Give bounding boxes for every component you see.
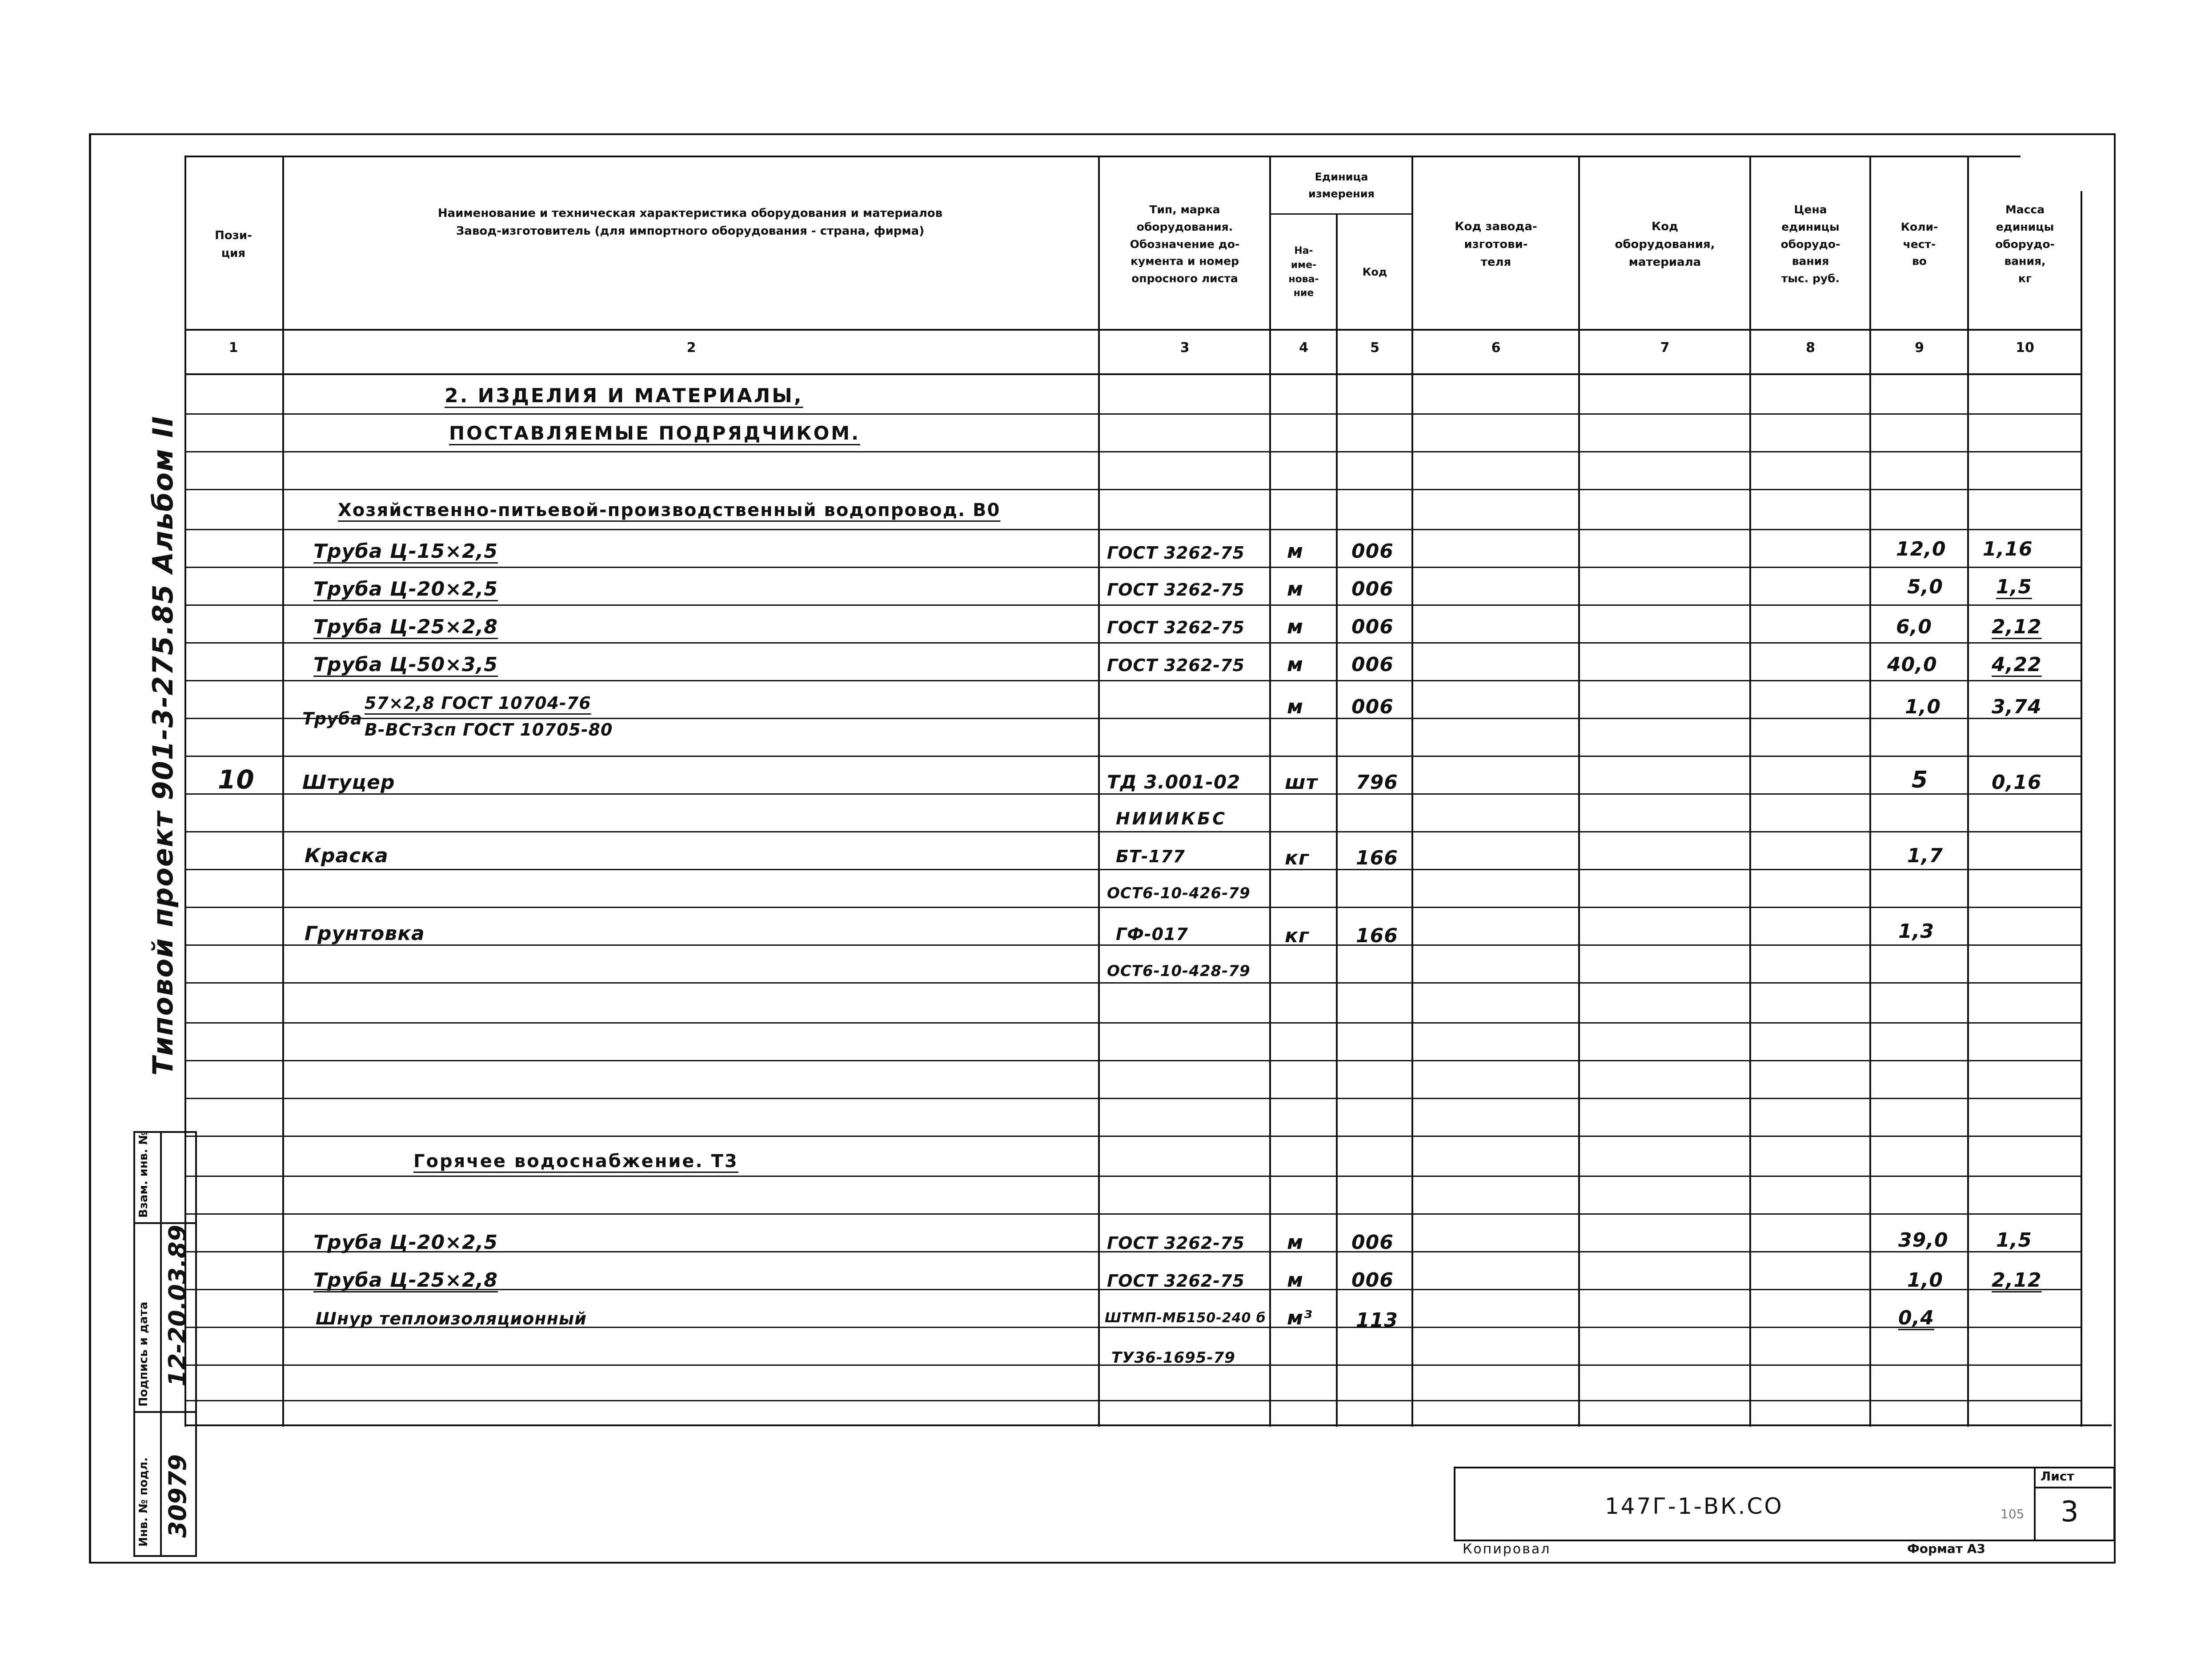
grid-line (184, 329, 2081, 331)
title-block (1454, 1467, 2115, 1541)
row-line (184, 1213, 2081, 1215)
item-mass: 1,5 (1996, 1229, 2032, 1252)
item-unit: кг (1285, 924, 1309, 947)
item-qty: 1,7 (1907, 844, 1943, 867)
item-name: Труба Ц-15×2,5 (313, 540, 498, 563)
item-mass: 2,12 (1992, 616, 2042, 638)
col-number: 2 (686, 340, 696, 356)
item-name: Шнур теплоизоляционный (316, 1309, 587, 1328)
item-qty: 39,0 (1898, 1229, 1948, 1252)
item-qty: 5,0 (1907, 576, 1943, 598)
item-mass: 1,5 (1996, 576, 2032, 598)
row-line (184, 831, 2081, 832)
item-name: Труба Ц-25×2,8 (313, 1269, 498, 1292)
row-line (184, 529, 2081, 530)
item-unit: м (1287, 1231, 1303, 1254)
item-mass: 2,12 (1992, 1269, 2042, 1292)
document-code: 147Г-1-ВК.СО (1605, 1493, 1784, 1519)
row-line (184, 1176, 2081, 1177)
item-doc: ГОСТ 3262-75 (1107, 618, 1245, 637)
sheet-number: 3 (2061, 1496, 2079, 1528)
item-doc: ГОСТ 3262-75 (1107, 1233, 1245, 1253)
grid-line (1336, 213, 1338, 1427)
grid-line (2034, 1487, 2112, 1488)
item-code: 006 (1351, 616, 1394, 638)
row-line (184, 944, 2081, 946)
row-line (184, 680, 2081, 681)
row-line (184, 1400, 2081, 1401)
row-line (184, 1136, 2081, 1137)
item-doc: ГОСТ 3262-75 (1107, 656, 1245, 675)
item-doc-2: ТУ36-1695-79 (1111, 1349, 1235, 1367)
grid-line (184, 373, 2081, 375)
small-mark: 105 (2001, 1507, 2025, 1521)
item-qty: 1,3 (1898, 920, 1934, 943)
item-name: Труба Ц-20×2,5 (313, 578, 498, 600)
grid-line (160, 1131, 162, 1557)
item-code: 006 (1351, 540, 1394, 563)
item-doc: ГФ-017 (1116, 924, 1188, 944)
col-number: 4 (1299, 340, 1308, 356)
row-line (184, 489, 2081, 490)
col-number: 9 (1915, 340, 1924, 356)
row-line (184, 982, 2081, 984)
item-name: Краска (305, 844, 389, 867)
header-quantity: Коли- чест- во (1900, 220, 1938, 268)
row-line (184, 1022, 2081, 1024)
item-qty: 40,0 (1887, 653, 1937, 676)
grid-line (133, 1411, 196, 1413)
item-qty: 1,0 (1905, 696, 1941, 718)
col-number: 3 (1180, 340, 1190, 356)
project-label: Типовой проект 901-3-275.85 Альбом II (147, 415, 179, 1076)
sheet-label: Лист (2041, 1469, 2074, 1484)
item-unit: м³ (1287, 1307, 1313, 1329)
item-doc: ГОСТ 3262-75 (1107, 543, 1245, 563)
item-code: 166 (1356, 924, 1398, 947)
item-unit: м (1287, 1269, 1303, 1292)
col-number: 1 (229, 340, 238, 356)
col-number: 8 (1806, 340, 1815, 356)
footer-copied: Копировал (1463, 1541, 1551, 1557)
item-doc: ГОСТ 3262-75 (1107, 580, 1245, 600)
item-name-top: 57×2,8 ГОСТ 10704-76 (365, 693, 591, 713)
row-line (184, 1098, 2081, 1099)
item-code: 006 (1351, 653, 1394, 676)
row-line (184, 451, 2081, 452)
item-code: 796 (1356, 771, 1398, 794)
grid-line (133, 1222, 196, 1224)
col-number: 5 (1370, 340, 1379, 356)
grid-line (1967, 156, 1969, 1427)
item-code: 166 (1356, 847, 1398, 869)
item-qty: 12,0 (1896, 538, 1946, 560)
item-unit: м (1287, 540, 1303, 563)
col-number: 6 (1491, 340, 1501, 356)
grid-line (1749, 156, 1751, 1427)
col-number: 7 (1660, 340, 1670, 356)
grid-line (282, 156, 284, 1427)
item-name: Труба Ц-20×2,5 (313, 1231, 498, 1254)
item-code: 006 (1351, 1231, 1394, 1254)
item-mass: 0,16 (1992, 771, 2042, 794)
item-unit: кг (1285, 847, 1309, 869)
grid-line (1578, 156, 1580, 1427)
section-title: 2. ИЗДЕЛИЯ И МАТЕРИАЛЫ, (445, 384, 803, 407)
footer-format: Формат А3 (1907, 1541, 1985, 1556)
item-code: 113 (1356, 1309, 1398, 1332)
item-doc: ГОСТ 3262-75 (1107, 1271, 1245, 1291)
header-mass: Масса единицы оборудо- вания, кг (1995, 203, 2055, 285)
header-unit: Единица измерения (1308, 171, 1375, 200)
item-qty: 0,4 (1898, 1307, 1934, 1329)
item-name: Штуцер (302, 771, 395, 794)
section-title: Хозяйственно-питьевой-производственный водопровод. В0 (338, 500, 1001, 520)
grid-line (2081, 191, 2082, 1427)
row-line (184, 604, 2081, 606)
grid-line (1869, 156, 1871, 1427)
item-qty: 5 (1912, 767, 1928, 793)
item-code: 006 (1351, 696, 1394, 718)
item-name: Труба Ц-25×2,8 (313, 616, 498, 638)
grid-line (2034, 1467, 2036, 1541)
header-position: Пози- ция (215, 228, 252, 260)
item-mass: 4,22 (1992, 653, 2042, 676)
header-factory-code: Код завода- изготови- теля (1455, 220, 1537, 269)
item-qty: 1,0 (1907, 1269, 1943, 1292)
section-title: ПОСТАВЛЯЕМЫЕ ПОДРЯДЧИКОМ. (449, 422, 861, 444)
item-unit: м (1287, 696, 1303, 718)
row-line (184, 756, 2081, 757)
col-number: 10 (2016, 340, 2034, 356)
row-line (184, 907, 2081, 908)
item-unit: м (1287, 653, 1303, 676)
item-name: Грунтовка (305, 922, 425, 945)
header-price: Цена единицы оборудо- вания тыс. руб. (1780, 203, 1840, 285)
row-line (184, 793, 2081, 795)
grid-line (184, 1424, 2112, 1426)
grid-line (184, 156, 2021, 157)
item-mass: 1,16 (1983, 538, 2033, 560)
grid-line (1269, 213, 1411, 215)
row-line (184, 567, 2081, 568)
row-line (184, 1060, 2081, 1061)
section-title: Горячее водоснабжение. Т3 (413, 1151, 738, 1172)
stamp-inv-label: Инв. № подл. (137, 1457, 150, 1547)
header-material-code: Код оборудования, материала (1615, 220, 1715, 269)
item-unit: м (1287, 616, 1303, 638)
stamp-sign-label: Подпись и дата (137, 1301, 150, 1407)
item-doc: БТ-177 (1116, 847, 1185, 866)
header-unit-code: Код (1362, 265, 1387, 278)
item-name-bottom: В-ВСт3сп ГОСТ 10705-80 (365, 720, 613, 740)
row-line (184, 718, 2081, 719)
item-doc-2: ОСТ6-10-426-79 (1107, 884, 1251, 902)
header-unit-name: На- име- нова- ние (1288, 245, 1319, 299)
item-unit: шт (1285, 771, 1318, 794)
item-doc-2: НИИИКБС (1116, 809, 1227, 828)
grid-line (1269, 156, 1271, 1427)
item-position: 10 (218, 764, 255, 795)
row-line (184, 413, 2081, 415)
header-type: Тип, марка оборудования. Обозначение до- кумента и номер опросного листа (1130, 203, 1240, 285)
grid-line (1411, 156, 1413, 1427)
grid-line (1098, 156, 1100, 1427)
header-name: Наименование и техническая характеристика оборудования и материалов Завод-изготовитель (для импортного оборудования - страна, фирма) (437, 206, 943, 238)
row-line (184, 642, 2081, 644)
row-line (184, 869, 2081, 870)
item-qty: 6,0 (1896, 616, 1932, 638)
item-code: 006 (1351, 1269, 1394, 1292)
stamp-sign-value: 12-20.03.89 (164, 1224, 192, 1387)
stamp-vzam-label: Взам. инв. № (137, 1131, 150, 1218)
stamp-inv-value: 30979 (164, 1454, 192, 1538)
item-doc: ШТМП-МБ150-240 б (1105, 1310, 1266, 1326)
item-code: 006 (1351, 578, 1394, 600)
item-name: Труба Ц-50×3,5 (313, 653, 498, 676)
item-unit: м (1287, 578, 1303, 600)
item-doc-2: ОСТ6-10-428-79 (1107, 962, 1251, 980)
item-doc: ТД 3.001-02 (1107, 771, 1241, 793)
item-name: Труба (302, 709, 363, 728)
item-mass: 3,74 (1992, 696, 2042, 718)
